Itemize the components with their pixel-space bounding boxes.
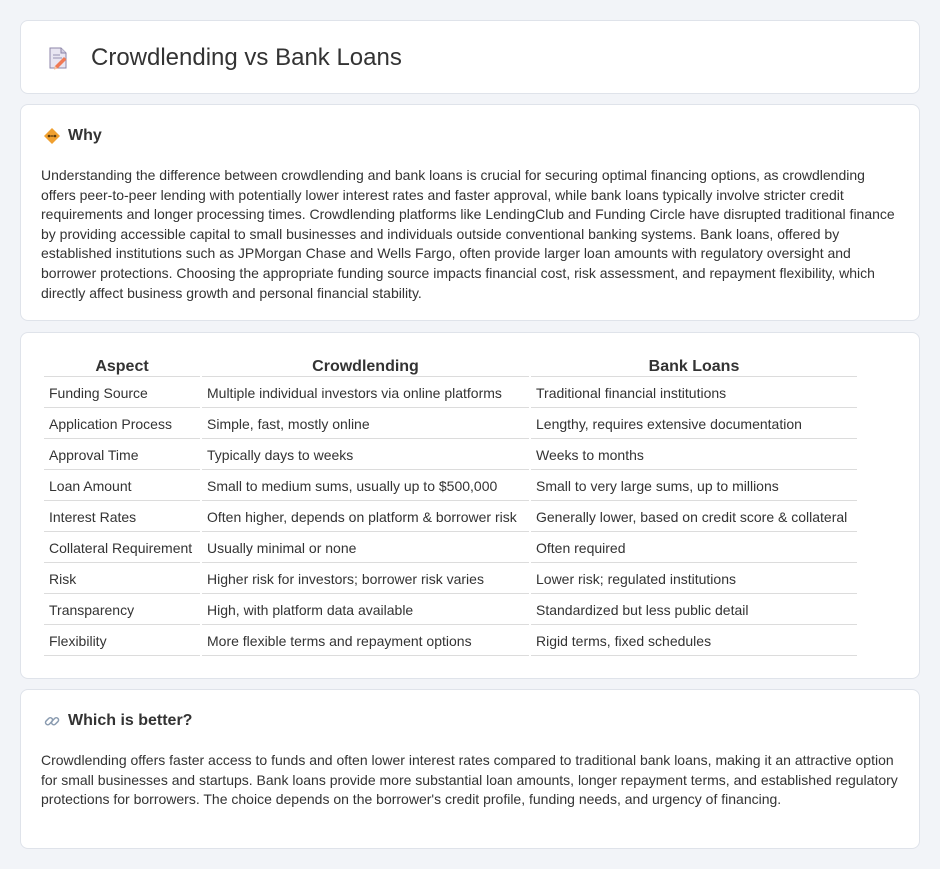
table-row <box>44 472 857 501</box>
why-section <box>20 104 920 321</box>
page-title: Crowdlending vs Bank Loans <box>91 44 402 71</box>
header-crowdlending: Crowdlending <box>202 357 529 377</box>
aspect-cell: Risk <box>44 565 200 594</box>
aspect-cell: Approval Time <box>44 441 200 470</box>
table-row <box>44 627 857 656</box>
table-row <box>44 596 857 625</box>
aspect-cell: Loan Amount <box>44 472 200 501</box>
table-row <box>44 441 857 470</box>
better-section-heading <box>43 712 192 730</box>
crowdlending-cell: Usually minimal or none <box>202 534 529 563</box>
bank-loans-cell: Lower risk; regulated institutions <box>531 565 857 594</box>
bank-loans-cell: Small to very large sums, up to millions <box>531 472 857 501</box>
aspect-cell: Collateral Requirement <box>44 534 200 563</box>
aspect-cell: Flexibility <box>44 627 200 656</box>
aspect-cell: Funding Source <box>44 379 200 408</box>
better-title: Which is better? <box>68 712 193 729</box>
aspect-cell: Application Process <box>44 410 200 439</box>
title-row <box>45 21 402 95</box>
bank-loans-cell: Rigid terms, fixed schedules <box>531 627 857 656</box>
bank-loans-cell: Standardized but less public detail <box>531 596 857 625</box>
crowdlending-cell: Simple, fast, mostly online <box>202 410 529 439</box>
table-row <box>44 534 857 563</box>
warning-diamond-icon <box>43 127 61 145</box>
crowdlending-cell: Typically days to weeks <box>202 441 529 470</box>
crowdlending-cell: Higher risk for investors; borrower risk varies <box>202 565 529 594</box>
bank-loans-cell: Generally lower, based on credit score & collateral <box>531 503 857 532</box>
crowdlending-cell: High, with platform data available <box>202 596 529 625</box>
bank-loans-cell: Often required <box>531 534 857 563</box>
table-row <box>44 565 857 594</box>
link-icon <box>43 712 61 730</box>
which-is-better-section <box>20 689 920 849</box>
bank-loans-cell: Weeks to months <box>531 441 857 470</box>
bank-loans-cell: Traditional financial institutions <box>531 379 857 408</box>
table-row <box>44 503 857 532</box>
better-paragraph: Crowdlending offers faster access to funds and often lower interest rates compared to traditional bank loans, making it an attractive option for small businesses and startups. Bank loans provide more substantial loan amounts, longer repayment terms, and established regulatory protections for borrowers. The choice depends on the borrower's credit profile, funding needs, and urgency of financing. <box>41 752 898 808</box>
aspect-cell: Interest Rates <box>44 503 200 532</box>
header-bank-loans: Bank Loans <box>531 357 857 377</box>
why-paragraph: Understanding the difference between crowdlending and bank loans is crucial for securing optimal financing options, as crowdlending offers peer-to-peer lending with potentially lower interest rates and faster approval, while bank loans typically involve stricter credit requirements and longer processing times. Crowdlending platforms like LendingClub and Funding Circle have disrupted traditional finance by providing accessible capital to small businesses and individuals outside conventional banking systems. Bank loans, offered by established institutions such as JPMorgan Chase and Wells Fargo, often provide larger loan amounts with regulatory oversight and borrower protections. Choosing the appropriate funding source impacts financial cost, risk assessment, and repayment flexibility, which directly affect business growth and personal financial stability. <box>41 167 895 301</box>
table-header-row <box>44 357 857 377</box>
comparison-section <box>20 332 920 679</box>
header-card <box>20 20 920 94</box>
crowdlending-cell: Multiple individual investors via online platforms <box>202 379 529 408</box>
crowdlending-cell: Small to medium sums, usually up to $500,000 <box>202 472 529 501</box>
comparison-table <box>42 355 859 658</box>
bank-loans-cell: Lengthy, requires extensive documentation <box>531 410 857 439</box>
crowdlending-cell: Often higher, depends on platform & borrower risk <box>202 503 529 532</box>
table-row <box>44 410 857 439</box>
aspect-cell: Transparency <box>44 596 200 625</box>
why-section-heading <box>43 127 102 145</box>
why-title: Why <box>68 127 102 144</box>
header-aspect: Aspect <box>44 357 200 377</box>
crowdlending-cell: More flexible terms and repayment options <box>202 627 529 656</box>
document-pencil-icon <box>45 45 71 71</box>
table-row <box>44 379 857 408</box>
